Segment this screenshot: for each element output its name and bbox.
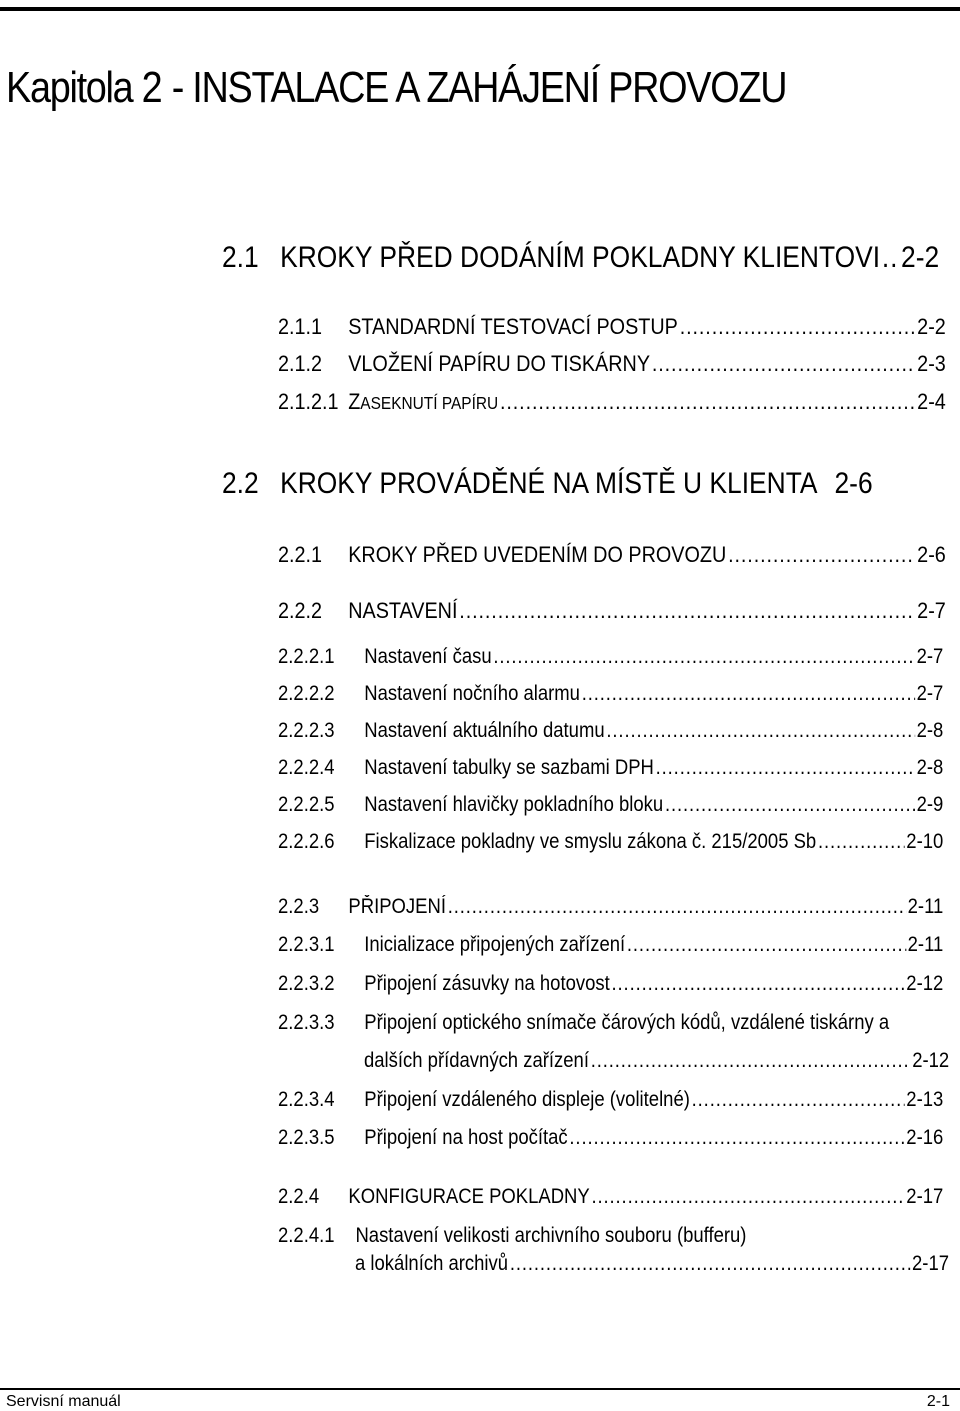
toc-leader: [569, 1124, 904, 1151]
toc-page: 2-6: [917, 542, 946, 567]
toc-number: 2.2.4.1: [278, 1224, 335, 1247]
toc-number: 2.2.2.6: [278, 830, 335, 853]
toc-text: Inicializace připojených zařízení: [364, 933, 626, 956]
toc-leader: [606, 717, 914, 744]
toc-page: 2-4: [917, 389, 946, 414]
toc-entry-2-2-2-5[interactable]: [278, 791, 943, 818]
toc-text: NASTAVENÍ: [348, 598, 458, 623]
toc-page: 2-7: [916, 645, 944, 668]
toc-text: Nastavení hlavičky pokladního bloku: [364, 793, 664, 816]
toc-number: 2.2: [222, 467, 259, 500]
toc-entry-2-2-2-2[interactable]: [278, 680, 943, 707]
toc-number: 2.2.2.3: [278, 719, 335, 742]
toc-number: 2.2.3.3: [278, 1011, 335, 1034]
toc-number: 2.2.4: [278, 1185, 320, 1208]
chapter-title: [6, 62, 786, 114]
toc-entry-2-2-1[interactable]: [278, 541, 946, 569]
toc-page: 2-13: [906, 1088, 944, 1111]
toc-text: Fiskalizace pokladny ve smyslu zákona č. 215/2005 Sb: [364, 830, 817, 853]
toc-leader: [680, 313, 916, 341]
toc-text: KONFIGURACE POKLADNY: [348, 1185, 590, 1208]
toc-number: 2.1: [222, 241, 259, 274]
toc-entry-2-2-2-4[interactable]: [278, 754, 943, 781]
toc-text-smallcaps: ASEKNUTÍ PAPÍRU: [360, 393, 499, 413]
toc-entry-2-2-3-3[interactable]: [278, 1009, 943, 1036]
toc-number: 2.2.3.2: [278, 972, 335, 995]
toc-entry-2-1-1[interactable]: [278, 313, 946, 341]
toc-entry-2-2-3-1[interactable]: [278, 931, 943, 958]
toc-text: Nastavení nočního alarmu: [364, 682, 580, 705]
toc-text: KROKY PŘED DODÁNÍM POKLADNY KLIENTOVI: [280, 241, 881, 274]
toc-page: 2-9: [916, 793, 944, 816]
toc-entry-2-2-3-2[interactable]: [278, 970, 943, 997]
toc-text-continued: a lokálních archivů: [355, 1252, 509, 1275]
toc-page: 2-10: [906, 830, 944, 853]
toc-number: 2.2.3.5: [278, 1126, 335, 1149]
toc-entry-2-2-3-3-continued[interactable]: [364, 1047, 949, 1074]
toc-leader: [591, 1183, 904, 1210]
toc-text: Připojení vzdáleného displeje (volitelné): [364, 1088, 690, 1111]
toc-number: 2.2.3.1: [278, 933, 335, 956]
toc-number: 2.2.2.2: [278, 682, 335, 705]
toc-page: 2-2: [917, 314, 946, 339]
chapter-heading: - INSTALACE A ZAHÁJENÍ PROVOZU: [171, 63, 787, 112]
toc-page: 2-8: [916, 719, 944, 742]
toc-number: 2.1.1: [278, 314, 323, 339]
toc-leader: [510, 1250, 910, 1277]
toc-entry-2-1-2-1[interactable]: [278, 388, 946, 417]
toc-text: KROKY PŘED UVEDENÍM DO PROVOZU: [348, 542, 727, 567]
toc-number: 2.2.2.4: [278, 756, 335, 779]
chapter-label: Kapitola 2: [6, 63, 162, 112]
toc-number: 2.2.2.5: [278, 793, 335, 816]
toc-page: 2-11: [907, 895, 944, 918]
toc-entry-2-2-3-4[interactable]: [278, 1086, 943, 1113]
toc-entry-2-2-2-1[interactable]: [278, 643, 943, 670]
toc-entry-2-2-3[interactable]: [278, 893, 943, 920]
toc-page: 2-8: [916, 756, 944, 779]
toc-entry-2-2-2-6[interactable]: [278, 828, 943, 855]
toc-leader: [582, 680, 915, 707]
toc-number: 2.1.2: [278, 351, 323, 376]
toc-page: 2-7: [916, 682, 944, 705]
toc-page: 2-6: [834, 467, 873, 500]
toc-text: Připojení zásuvky na hotovost: [364, 972, 610, 995]
toc-number: 2.2.3.4: [278, 1088, 335, 1111]
toc-page: 2-11: [907, 933, 944, 956]
toc-page: 2-12: [906, 972, 944, 995]
toc-page: 2-3: [917, 351, 946, 376]
toc-text: Připojení na host počítač: [364, 1126, 568, 1149]
toc-text: [348, 388, 498, 417]
toc-text: PŘIPOJENÍ: [348, 895, 446, 918]
toc-leader: [818, 828, 905, 855]
toc-page: 2-17: [912, 1252, 949, 1275]
toc-entry-2-2-4-1[interactable]: [278, 1222, 943, 1249]
toc-leader: [656, 754, 915, 781]
toc-leader: [448, 893, 906, 920]
toc-number: 2.2.1: [278, 542, 323, 567]
toc-text: Připojení optického snímače čárových kódů, vzdálené tiskárny a: [364, 1011, 890, 1034]
toc-text: Nastavení tabulky se sazbami DPH: [364, 756, 654, 779]
toc-text: Nastavení velikosti archivního souboru (bufferu): [355, 1224, 747, 1247]
toc-text: KROKY PROVÁDĚNÉ NA MÍSTĚ U KLIENTA: [280, 467, 818, 500]
toc-entry-2-1[interactable]: [222, 240, 939, 276]
toc-leader: [627, 931, 906, 958]
toc-leader: [500, 388, 915, 416]
toc-text: Nastavení času: [364, 645, 492, 668]
toc-leader: [459, 597, 915, 625]
toc-number: 2.2.2.1: [278, 645, 335, 668]
toc-entry-2-2-4[interactable]: [278, 1183, 943, 1210]
toc-entry-2-1-2[interactable]: [278, 350, 946, 378]
toc-entry-2-2-4-1-continued[interactable]: [355, 1250, 949, 1277]
toc-entry-2-2-3-5[interactable]: [278, 1124, 943, 1151]
toc-number: 2.2.2: [278, 598, 323, 623]
toc-text-initial: Z: [348, 389, 361, 414]
top-rule: [0, 7, 960, 11]
toc-entry-2-2-2[interactable]: [278, 597, 946, 625]
bottom-rule: [0, 1388, 960, 1390]
toc-page: 2-16: [906, 1126, 944, 1149]
toc-entry-2-2-2-3[interactable]: [278, 717, 943, 744]
toc-page: 2-2: [901, 241, 940, 274]
toc-leader: [728, 541, 915, 569]
toc-text: Nastavení aktuálního datumu: [364, 719, 605, 742]
footer-page-number: 2-1: [926, 1393, 950, 1410]
toc-number: 2.2.3: [278, 895, 320, 918]
toc-page: 2-7: [917, 598, 946, 623]
footer-document-name: Servisní manuál: [6, 1393, 121, 1410]
toc-leader: [652, 350, 916, 378]
toc-leader: [612, 970, 905, 997]
toc-leader: [882, 240, 899, 276]
toc-leader: [591, 1047, 911, 1074]
toc-text-continued: dalších přídavných zařízení: [364, 1049, 589, 1072]
toc-page: 2-17: [906, 1185, 944, 1208]
toc-text: VLOŽENÍ PAPÍRU DO TISKÁRNY: [348, 351, 651, 376]
toc-leader: [493, 643, 914, 670]
toc-leader: [665, 791, 915, 818]
toc-page: 2-12: [912, 1049, 950, 1072]
toc-entry-2-2[interactable]: [222, 466, 939, 502]
toc-leader: [692, 1086, 905, 1113]
toc-text: STANDARDNÍ TESTOVACÍ POSTUP: [348, 314, 678, 339]
toc-number: 2.1.2.1: [278, 389, 339, 414]
